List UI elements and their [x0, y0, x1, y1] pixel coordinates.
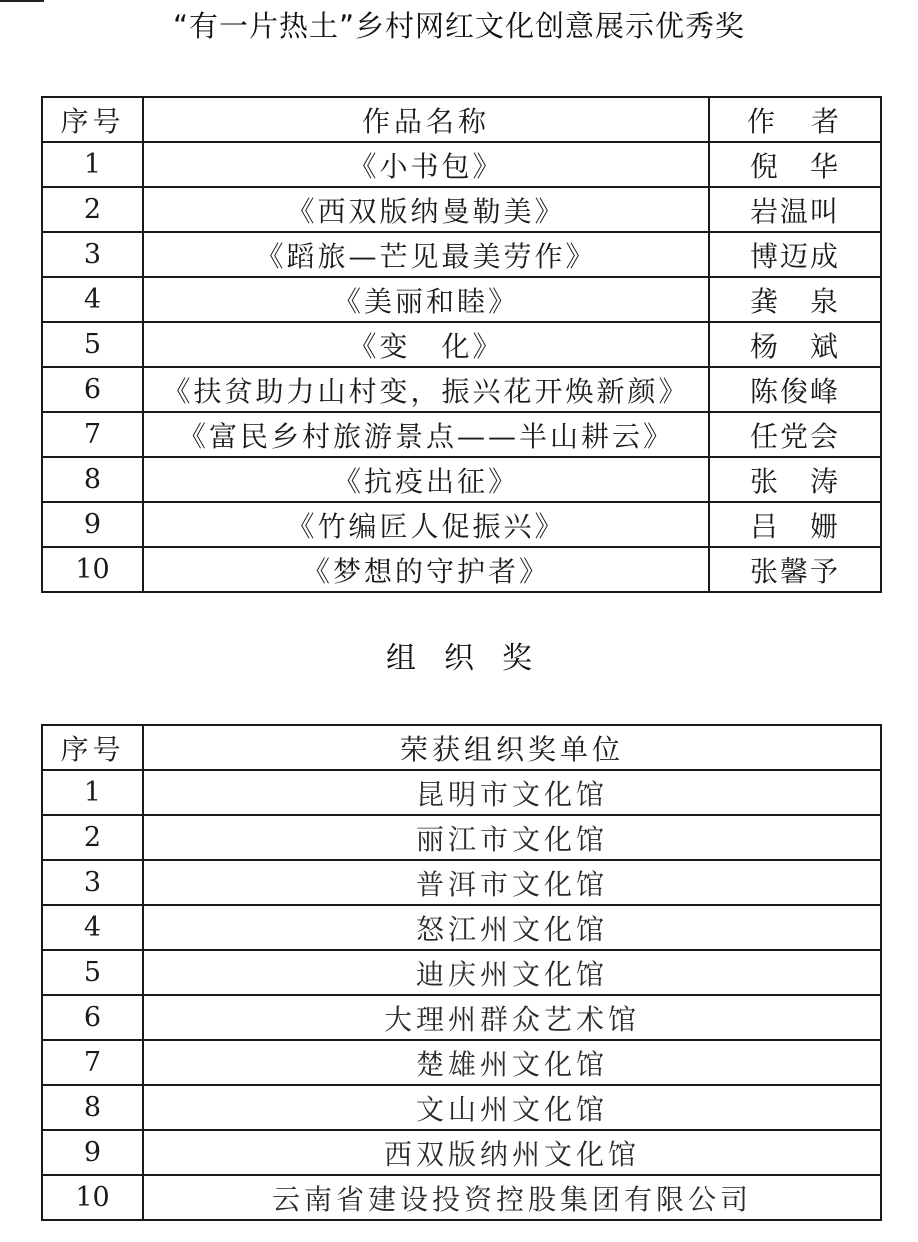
- table-row: [42, 232, 881, 277]
- cell-work-name: 《抗疫出征》: [143, 457, 709, 502]
- cell-work-name: 《竹编匠人促振兴》: [143, 502, 709, 547]
- cell-author: 张 涛: [709, 457, 881, 502]
- table-header-row: [42, 97, 881, 142]
- cell-work-name: 《变 化》: [143, 322, 709, 367]
- cell-index: 6: [42, 367, 143, 412]
- cell-author: 张馨予: [709, 547, 881, 592]
- cell-index: 2: [42, 187, 143, 232]
- table-row: [42, 1040, 881, 1085]
- cell-work-name: 《西双版纳曼勒美》: [143, 187, 709, 232]
- table-row: [42, 367, 881, 412]
- cell-author: 龚 泉: [709, 277, 881, 322]
- header-unit: 荣获组织奖单位: [143, 725, 881, 770]
- cell-unit-name: 大理州群众艺术馆: [143, 995, 881, 1040]
- cell-author: 杨 斌: [709, 322, 881, 367]
- table-header-row: [42, 725, 881, 770]
- table-row: [42, 1175, 881, 1220]
- document-title: “有一片热土”乡村网红文化创意展示优秀奖: [172, 9, 746, 43]
- table-row: [42, 1130, 881, 1175]
- cell-work-name: 《蹈旅—芒见最美劳作》: [143, 232, 709, 277]
- cell-index: 2: [42, 815, 143, 860]
- header-work-name: 作品名称: [143, 97, 709, 142]
- cell-index: 9: [42, 502, 143, 547]
- organization-award-table: [41, 724, 882, 1221]
- cell-work-name: 《美丽和睦》: [143, 277, 709, 322]
- cell-unit-name: 怒江州文化馆: [143, 905, 881, 950]
- cell-index: 8: [42, 1085, 143, 1130]
- table-row: [42, 995, 881, 1040]
- organization-award-heading: [0, 638, 918, 680]
- cell-work-name: 《梦想的守护者》: [143, 547, 709, 592]
- header-author: 作 者: [709, 97, 881, 142]
- table-row: [42, 142, 881, 187]
- table-row: [42, 187, 881, 232]
- cell-author: 陈俊峰: [709, 367, 881, 412]
- table-row: [42, 815, 881, 860]
- heading-char: 组: [386, 641, 416, 676]
- excellence-award-table: [41, 96, 882, 593]
- heading-char: 织: [444, 641, 474, 676]
- header-index: 序号: [42, 725, 143, 770]
- cell-index: 1: [42, 142, 143, 187]
- cell-index: 1: [42, 770, 143, 815]
- table-row: [42, 770, 881, 815]
- table-row: [42, 547, 881, 592]
- cell-index: 10: [42, 547, 143, 592]
- cell-author: 吕 姗: [709, 502, 881, 547]
- cell-index: 4: [42, 905, 143, 950]
- cell-author: 任党会: [709, 412, 881, 457]
- heading-char: 奖: [502, 641, 532, 676]
- cell-work-name: 《扶贫助力山村变，振兴花开焕新颜》: [143, 367, 709, 412]
- table-row: [42, 905, 881, 950]
- cell-unit-name: 西双版纳州文化馆: [143, 1130, 881, 1175]
- table-row: [42, 1085, 881, 1130]
- table-row: [42, 457, 881, 502]
- cell-author: 博迈成: [709, 232, 881, 277]
- cell-work-name: 《小书包》: [143, 142, 709, 187]
- table-row: [42, 277, 881, 322]
- cell-unit-name: 普洱市文化馆: [143, 860, 881, 905]
- cell-unit-name: 迪庆州文化馆: [143, 950, 881, 995]
- cell-index: 10: [42, 1175, 143, 1220]
- cell-author: 岩温叫: [709, 187, 881, 232]
- cell-index: 9: [42, 1130, 143, 1175]
- table-row: [42, 322, 881, 367]
- cell-work-name: 《富民乡村旅游景点——半山耕云》: [143, 412, 709, 457]
- cell-unit-name: 云南省建设投资控股集团有限公司: [143, 1175, 881, 1220]
- cell-index: 7: [42, 1040, 143, 1085]
- table-row: [42, 950, 881, 995]
- cell-index: 6: [42, 995, 143, 1040]
- cell-unit-name: 丽江市文化馆: [143, 815, 881, 860]
- table-row: [42, 502, 881, 547]
- table-row: [42, 412, 881, 457]
- cell-index: 4: [42, 277, 143, 322]
- cell-index: 5: [42, 322, 143, 367]
- cell-author: 倪 华: [709, 142, 881, 187]
- page-corner-mark: [0, 0, 44, 2]
- table-row: [42, 860, 881, 905]
- cell-index: 8: [42, 457, 143, 502]
- header-index: 序号: [42, 97, 143, 142]
- cell-unit-name: 昆明市文化馆: [143, 770, 881, 815]
- cell-index: 3: [42, 232, 143, 277]
- cell-unit-name: 文山州文化馆: [143, 1085, 881, 1130]
- cell-index: 3: [42, 860, 143, 905]
- cell-index: 7: [42, 412, 143, 457]
- cell-index: 5: [42, 950, 143, 995]
- cell-unit-name: 楚雄州文化馆: [143, 1040, 881, 1085]
